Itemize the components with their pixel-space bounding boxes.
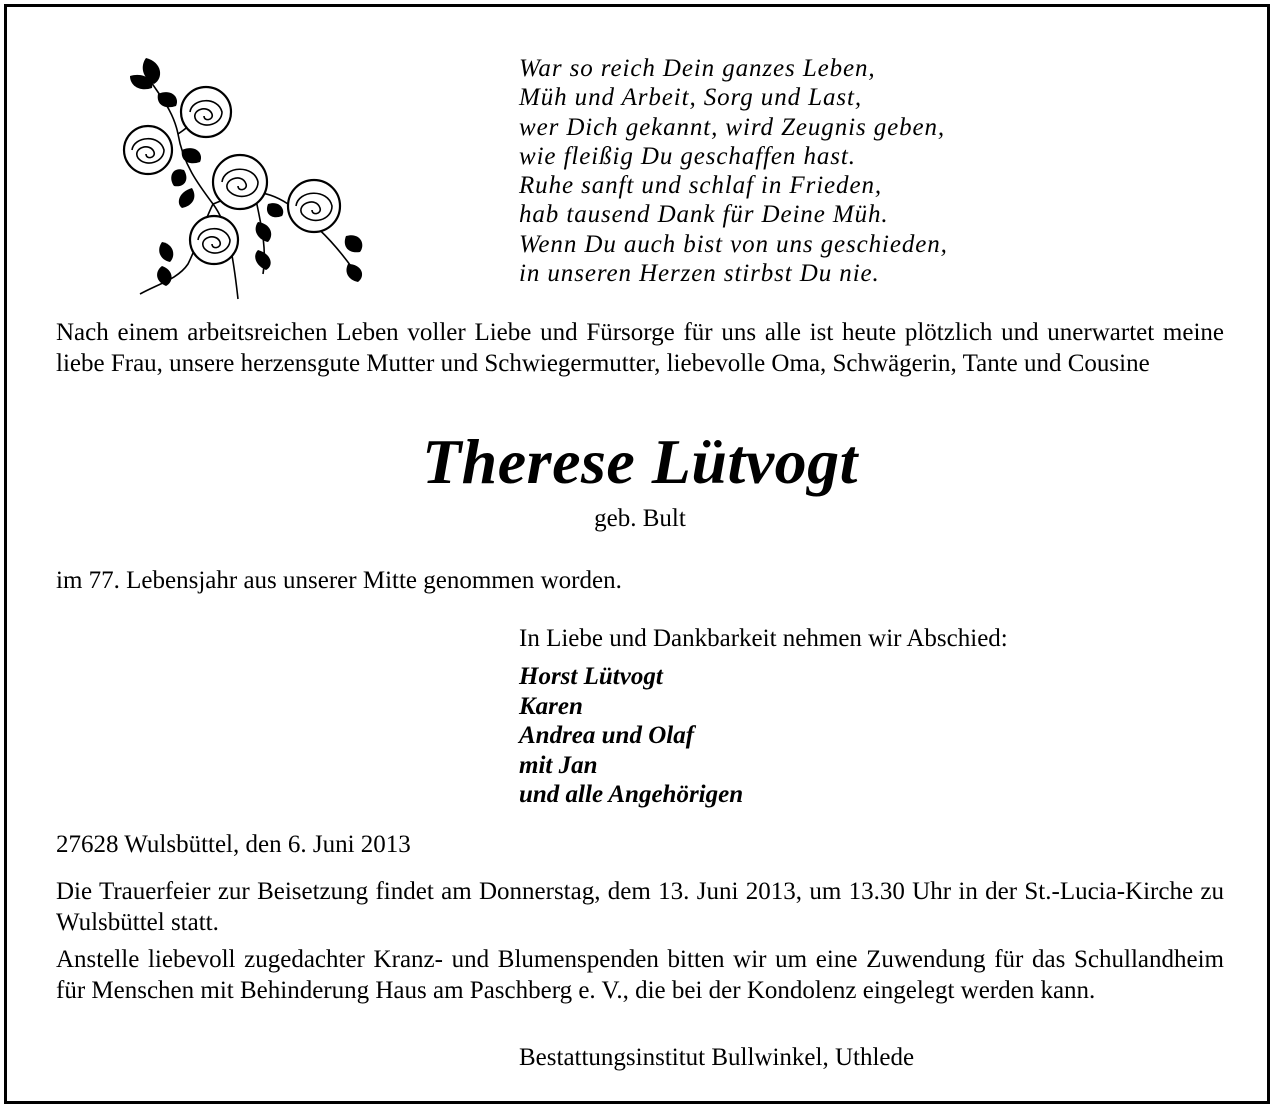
poem-line: Wenn Du auch bist von uns geschieden, — [519, 230, 948, 258]
signer: Karen — [519, 692, 583, 720]
signers-list — [519, 662, 743, 810]
poem — [519, 54, 948, 288]
signer: und alle Angehörigen — [519, 781, 744, 808]
farewell-line: In Liebe und Dankbarkeit nehmen wir Abschied: — [519, 625, 1008, 652]
poem-line: in unseren Herzen stirbst Du nie. — [519, 260, 880, 288]
roses-icon — [118, 54, 370, 304]
age-line: im 77. Lebensjahr aus unserer Mitte genommen worden. — [56, 567, 622, 594]
poem-line: Müh und Arbeit, Sorg und Last, — [519, 84, 862, 112]
signer: Andrea und Olaf — [519, 722, 695, 749]
poem-line: Ruhe sanft und schlaf in Frieden, — [519, 172, 882, 200]
signer: Horst Lütvogt — [519, 663, 663, 690]
undertaker: Bestattungsinstitut Bullwinkel, Uthlede — [519, 1044, 915, 1071]
service-info: Die Trauerfeier zur Beisetzung findet am Donnerstag, dem 13. Juni 2013, um 13.30 Uhr in der St.-Lucia-Kirche zu Wulsbüttel statt. — [56, 878, 1224, 936]
birth-name: geb. Bult — [594, 505, 686, 532]
poem-line: War so reich Dein ganzes Leben, — [519, 55, 876, 82]
poem-line: wer Dich gekannt, wird Zeugnis geben, — [519, 113, 946, 141]
intro-text: Nach einem arbeitsreichen Leben voller Liebe und Fürsorge für uns alle ist heute plötzlich und unerwartet meine liebe Frau, unsere herzensgute Mutter und Schwiegermutter, liebevolle Oma, Schwägerin, Tante und Cousine — [56, 319, 1224, 377]
poem-line: wie fleißig Du geschaffen hast. — [519, 142, 856, 170]
deceased-name: Therese Lütvogt — [422, 426, 858, 497]
poem-line: hab tausend Dank für Deine Müh. — [519, 201, 889, 229]
place-date: 27628 Wulsbüttel, den 6. Juni 2013 — [56, 831, 411, 858]
donation-request: Anstelle liebevoll zugedachter Kranz- und Blumenspenden bitten wir um eine Zuwendung für das Schullandheim für Menschen mit Behinderung Haus am Paschberg e. V., die bei der Kondolenz eingelegt werden kann. — [56, 946, 1224, 1004]
signer: mit Jan — [519, 751, 598, 779]
